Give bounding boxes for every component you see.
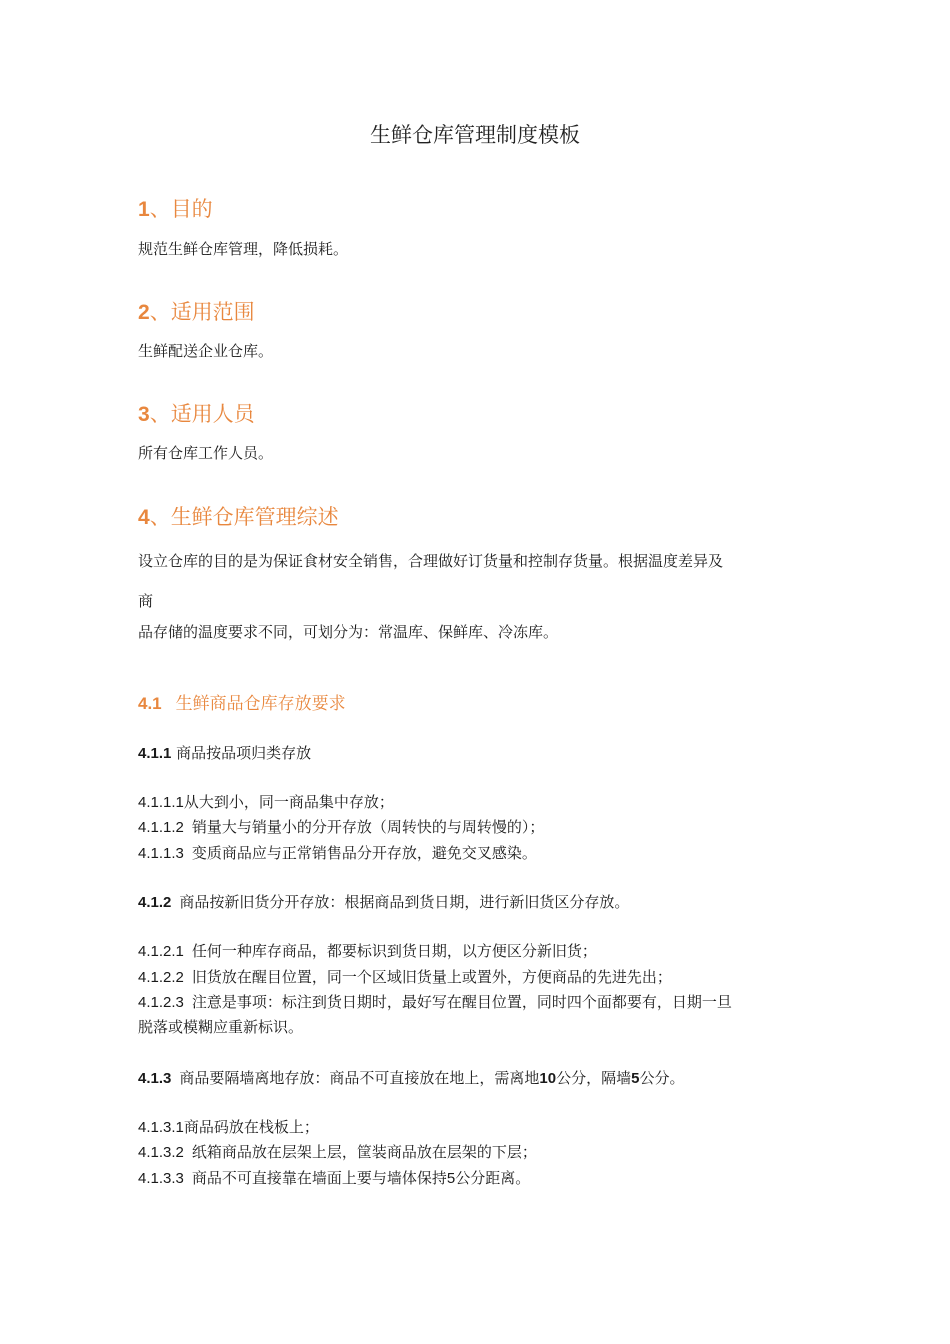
item-text: 销量大与销量小的分开存放（周转快的与周转慢的）； (191, 818, 545, 836)
section-heading-1 (138, 195, 213, 224)
item-4-1-3-2 (138, 1141, 537, 1164)
item-text: 任何一种库存商品，都要标识到货日期，以方便区分新旧货； (191, 942, 597, 960)
section-body-3: 所有仓库工作人员。 (138, 444, 274, 462)
item-4-1-3-3 (138, 1167, 530, 1190)
section-heading-2 (138, 298, 255, 327)
subsection-heading-4-1 (138, 692, 346, 716)
section-body-4-line-3: 品存储的温度要求不同，可划分为：常温库、保鲜库、冷冻库。 (138, 623, 559, 641)
item-4-1-2-2 (138, 966, 672, 989)
item-number: 4.1.3.3 (138, 1170, 184, 1187)
item-4-1-1-3 (138, 842, 537, 865)
item-number: 4.1.1.3 (138, 845, 184, 862)
section-title: 目的 (170, 197, 213, 221)
section-number: 3 (138, 403, 150, 426)
section-separator: 、 (149, 402, 171, 426)
item-text: 注意是事项：标注到货日期时，最好写在醒目位置，同时四个面都要有，日期一旦 (191, 993, 732, 1011)
item-number: 4.1.2.2 (138, 969, 184, 986)
item-4-1-3 (138, 1067, 684, 1090)
item-text: 商品码放在栈板上； (183, 1118, 319, 1136)
section-heading-3 (138, 400, 255, 429)
item-text: 公分距离。 (455, 1169, 531, 1187)
section-separator: 、 (149, 505, 171, 529)
item-4-1-2-3 (138, 991, 732, 1014)
section-number: 1 (138, 198, 150, 221)
item-number: 4.1.3 (138, 1070, 172, 1087)
item-number: 4.1.1.2 (138, 819, 184, 836)
section-separator: 、 (149, 197, 171, 221)
section-body-1: 规范生鲜仓库管理，降低损耗。 (138, 240, 349, 258)
section-heading-4 (138, 503, 339, 532)
section-title: 适用范围 (170, 300, 255, 324)
section-number: 4 (138, 506, 150, 529)
section-body-2: 生鲜配送企业仓库。 (138, 342, 274, 360)
item-4-1-2-1 (138, 940, 597, 963)
item-text: 商品按品项归类存放 (176, 744, 312, 762)
document-title: 生鲜仓库管理制度模板 (370, 123, 580, 147)
item-text: 变质商品应与正常销售品分开存放，避免交叉感染。 (191, 844, 537, 862)
item-number: 4.1.3.1 (138, 1119, 184, 1136)
item-text: 纸箱商品放在层架上层，筐装商品放在层架的下层； (191, 1143, 537, 1161)
item-text: 旧货放在醒目位置，同一个区域旧货量上或置外，方便商品的先进先出； (191, 968, 672, 986)
item-4-1-2 (138, 891, 629, 914)
item-number: 4.1.1 (138, 745, 172, 762)
item-4-1-1 (138, 742, 311, 765)
item-value-distance-wall: 5 (631, 1070, 640, 1087)
item-text: 商品不可直接靠在墙面上要与墙体保持 (191, 1169, 447, 1187)
section-title: 生鲜仓库管理综述 (170, 505, 339, 529)
section-body-4-line-2: 商 (138, 592, 154, 610)
item-text: 商品要隔墙离地存放：商品不可直接放在地上，需离地 (179, 1069, 540, 1087)
item-number: 4.1.2 (138, 894, 172, 911)
subsection-title: 生鲜商品仓库存放要求 (175, 694, 346, 714)
item-number: 4.1.2.3 (138, 994, 184, 1011)
item-number: 4.1.3.2 (138, 1144, 184, 1161)
item-value-distance-floor: 10 (539, 1070, 557, 1087)
item-number: 4.1.2.1 (138, 943, 184, 960)
item-text: 商品按新旧货分开存放：根据商品到货日期，进行新旧货区分存放。 (179, 893, 630, 911)
subsection-number: 4.1 (138, 694, 162, 713)
section-body-4-line-1: 设立仓库的目的是为保证食材安全销售，合理做好订货量和控制存货量。根据温度差异及 (138, 552, 724, 570)
item-value-distance: 5 (446, 1170, 456, 1187)
item-text: 公分，隔墙 (556, 1069, 632, 1087)
item-4-1-1-2 (138, 816, 544, 839)
item-text: 从大到小，同一商品集中存放； (183, 793, 394, 811)
section-title: 适用人员 (170, 402, 255, 426)
item-4-1-2-3-continuation: 脱落或模糊应重新标识。 (138, 1018, 304, 1036)
section-number: 2 (138, 301, 150, 324)
section-separator: 、 (149, 300, 171, 324)
item-text: 公分。 (639, 1069, 685, 1087)
item-4-1-1-1 (138, 791, 394, 814)
item-4-1-3-1 (138, 1116, 319, 1139)
item-number: 4.1.1.1 (138, 794, 184, 811)
